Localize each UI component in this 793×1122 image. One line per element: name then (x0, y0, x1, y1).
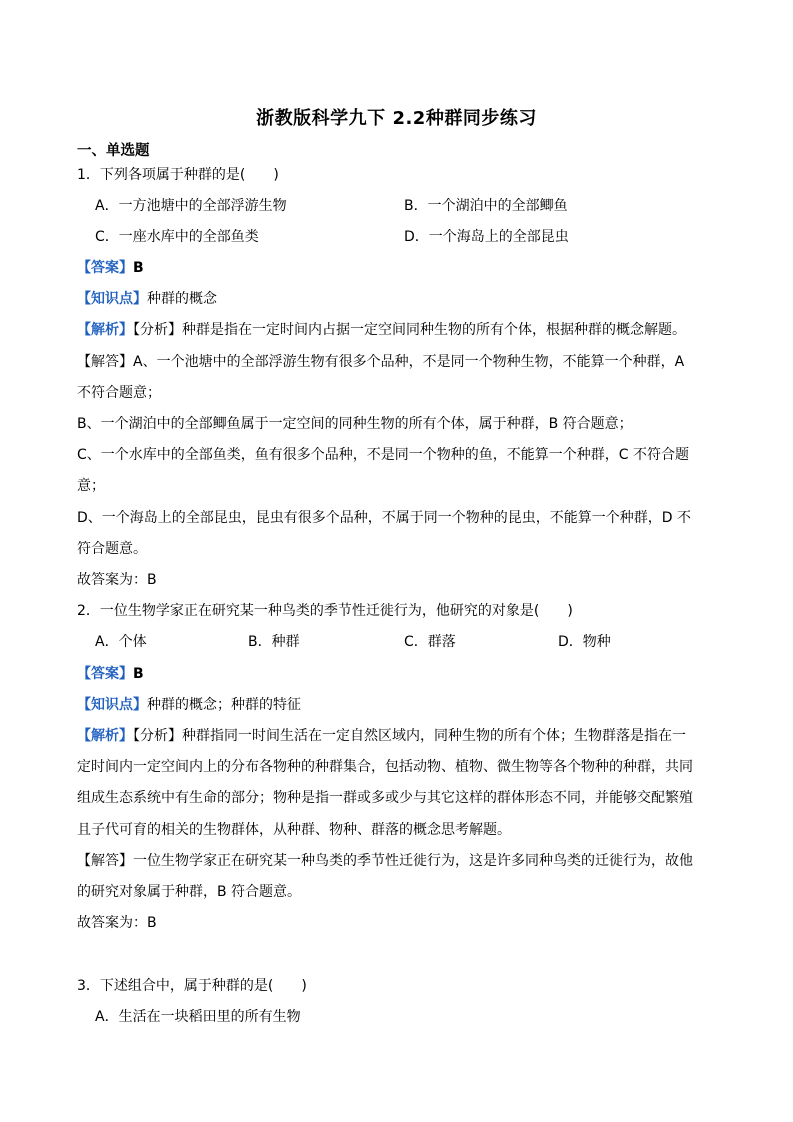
q1-knowledge: 种群的概念 (147, 291, 217, 307)
q2-answer-line (77, 664, 722, 684)
q2-knowledge-line (77, 695, 722, 715)
q1-analysis: 【分析】种群是指在一定时间内占据一定空间同种生物的所有个体，根据种群的概念解题。 (133, 322, 686, 338)
section-heading: 一、单选题 (77, 143, 150, 159)
knowledge-tag: 【知识点】 (77, 697, 147, 713)
q1-option-b: B．一个湖泊中的全部鲫鱼 (404, 198, 568, 214)
q1-knowledge-line (77, 289, 722, 309)
q1-solution-line-5: 意； (77, 478, 105, 494)
q1-solution-line-6: D、一个海岛上的全部昆虫，昆虫有很多个品种，不属于同一个物种的昆虫，不能算一个种群，D 不 (77, 510, 692, 526)
q1-answer-line (77, 258, 722, 278)
q2-option-c: C．群落 (404, 634, 456, 650)
q1-option-d: D．一个海岛上的全部昆虫 (404, 229, 569, 245)
knowledge-tag: 【知识点】 (77, 291, 147, 307)
q2-stem: 2．一位生物学家正在研究某一种鸟类的季节性迁徙行为，他研究的对象是( ) (77, 603, 573, 619)
analysis-tag: 【解析】 (77, 322, 133, 338)
q1-final-answer: 故答案为：B (77, 572, 157, 588)
q1-solution-line-4: C、一个水库中的全部鱼类，鱼有很多个品种，不是同一个物种的鱼，不能算一个种群，C 不符合题 (77, 447, 689, 463)
q1-solution-line-1 (77, 352, 722, 372)
solution-tag: 【解答】 (77, 853, 133, 869)
answer-tag: 【答案】 (77, 666, 133, 682)
q1-solution-line-7: 符合题意。 (77, 541, 147, 557)
q3-stem: 3．下述组合中，属于种群的是( ) (77, 978, 307, 994)
q2-solution-line-1 (77, 851, 722, 871)
q2-solution-line-2: 的研究对象属于种群，B 符合题意。 (77, 884, 302, 900)
q2-final-answer: 故答案为：B (77, 915, 157, 931)
analysis-tag: 【解析】 (77, 728, 133, 744)
q2-option-a: A．个体 (95, 634, 147, 650)
q1-solution-1: A、一个池塘中的全部浮游生物有很多个品种，不是同一个物种生物，不能算一个种群，A (133, 354, 685, 370)
q2-analysis-line-4: 且子代可育的相关的生物群体，从种群、物种、群落的概念思考解题。 (77, 822, 511, 838)
q1-stem: 1．下列各项属于种群的是( ) (77, 167, 279, 183)
q2-knowledge: 种群的概念；种群的特征 (147, 697, 301, 713)
q1-answer: B (133, 260, 144, 276)
solution-tag: 【解答】 (77, 354, 133, 370)
q2-analysis-line-2: 定时间内一定空间内上的分布各物种的种群集合，包括动物、植物、微生物等各个物种的种群，共同 (77, 759, 693, 775)
q2-analysis-line-3: 组成生态系统中有生命的部分；物种是指一群或多或少与其它这样的群体形态不同，并能够交配繁殖 (77, 790, 693, 806)
q3-option-a: A．生活在一块稻田里的所有生物 (95, 1009, 301, 1025)
q1-option-a: A．一方池塘中的全部浮游生物 (95, 198, 287, 214)
q2-option-b: B．种群 (248, 634, 300, 650)
q2-solution-1: 一位生物学家正在研究某一种鸟类的季节性迁徙行为，这是许多同种鸟类的迁徙行为，故他 (133, 853, 693, 869)
q1-solution-line-3: B、一个湖泊中的全部鲫鱼属于一定空间的同种生物的所有个体，属于种群，B 符合题意； (77, 416, 633, 432)
document-title: 浙教版科学九下 2.2种群同步练习 (256, 108, 537, 129)
q1-solution-line-2: 不符合题意； (77, 385, 161, 401)
answer-tag: 【答案】 (77, 260, 133, 276)
q1-analysis-line (77, 320, 722, 340)
q2-answer: B (133, 666, 144, 682)
q2-analysis-line-1 (77, 726, 722, 746)
q2-option-d: D．物种 (558, 634, 611, 650)
q1-option-c: C．一座水库中的全部鱼类 (95, 229, 259, 245)
q2-analysis-1: 【分析】种群指同一时间生活在一定自然区域内，同种生物的所有个体；生物群落是指在一 (133, 728, 686, 744)
